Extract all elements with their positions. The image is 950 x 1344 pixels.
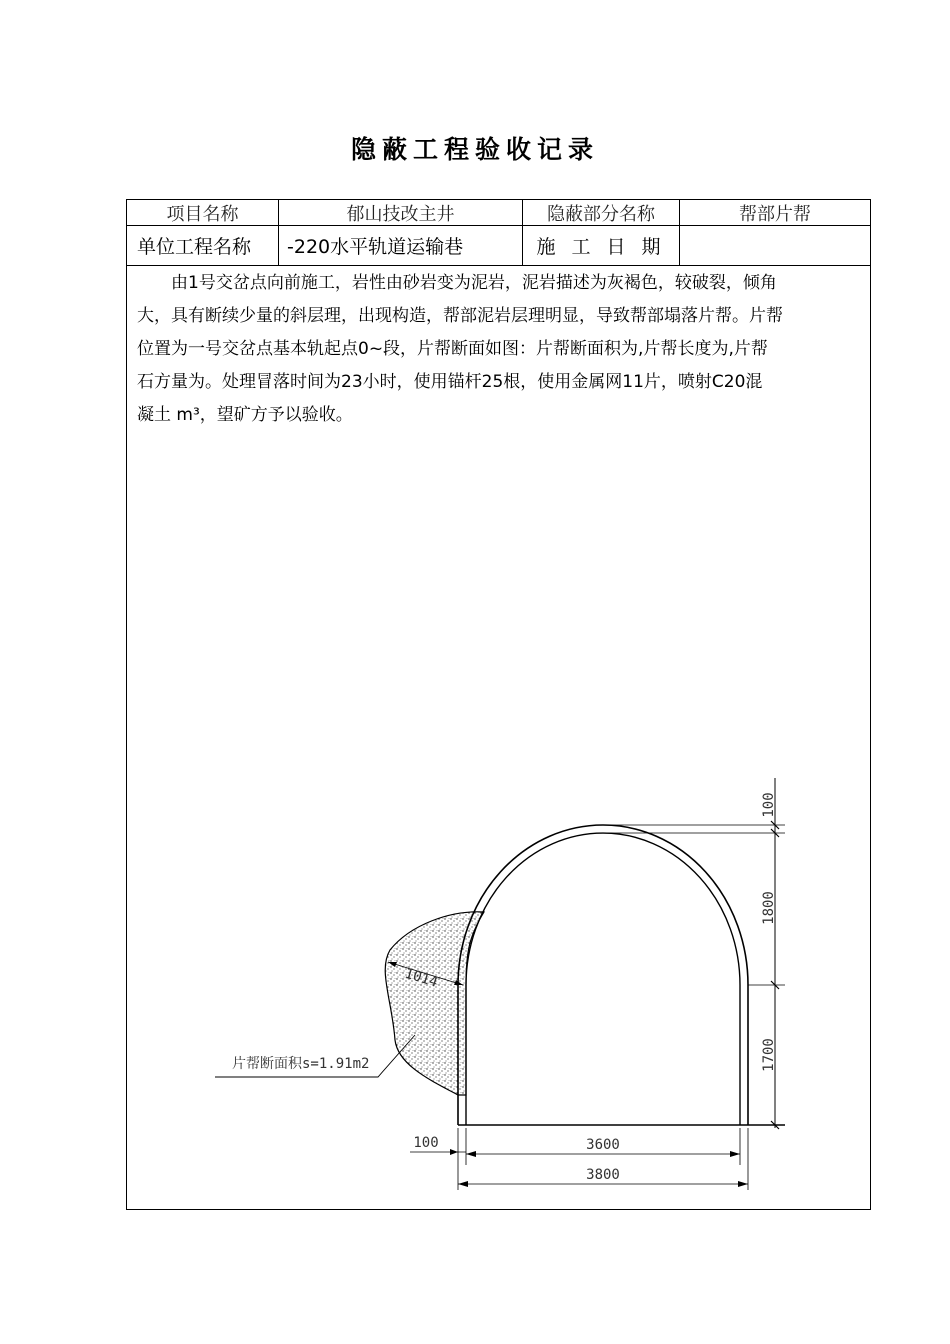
dimension-wall-height: 1700 xyxy=(761,1038,777,1072)
description-line: 由1号交岔点向前施工，岩性由砂岩变为泥岩，泥岩描述为灰褐色，较破裂，倾角 xyxy=(171,273,777,293)
dimension-collapse-depth: 1014 xyxy=(402,965,440,991)
dimension-outer-width: 3800 xyxy=(586,1167,620,1183)
project-name-value: 郁山技改主井 xyxy=(279,200,523,225)
collapse-area-note: 片帮断面积s=1.91m2 xyxy=(232,1056,370,1072)
unit-project-value: -220水平轨道运输巷 xyxy=(279,225,523,265)
project-name-label: 项目名称 xyxy=(127,200,279,225)
tunnel-inner-outline xyxy=(466,833,740,1125)
dimension-wall-thickness: 100 xyxy=(413,1135,439,1151)
unit-project-label: 单位工程名称 xyxy=(127,225,279,265)
dimension-arch-height: 1800 xyxy=(761,891,777,925)
description-line: 石方量为。处理冒落时间为23小时，使用锚杆25根，使用金属网11片，喷射C20混 xyxy=(137,372,763,392)
document-title: 隐蔽工程验收记录 xyxy=(350,135,599,164)
concealed-part-value: 帮部片帮 xyxy=(739,203,811,225)
dimension-top-thickness: 100 xyxy=(761,792,777,818)
dimension-inner-width: 3600 xyxy=(586,1137,620,1153)
concealed-part-label: 隐蔽部分名称 xyxy=(523,200,680,225)
tunnel-outer-outline xyxy=(458,825,748,1125)
description-line: 大，具有断续少量的斜层理，出现构造，帮部泥岩层理明显，导致帮部塌落片帮。片帮 xyxy=(137,306,783,326)
description-line: 位置为一号交岔点基本轨起点0~段，片帮断面如图：片帮断面积为,片帮长度为,片帮 xyxy=(137,339,768,359)
construction-date-label: 施 工 日 期 xyxy=(523,225,680,265)
description-line: 凝土 m³，望矿方予以验收。 xyxy=(137,405,353,425)
collapse-area-hatch xyxy=(385,912,484,1095)
